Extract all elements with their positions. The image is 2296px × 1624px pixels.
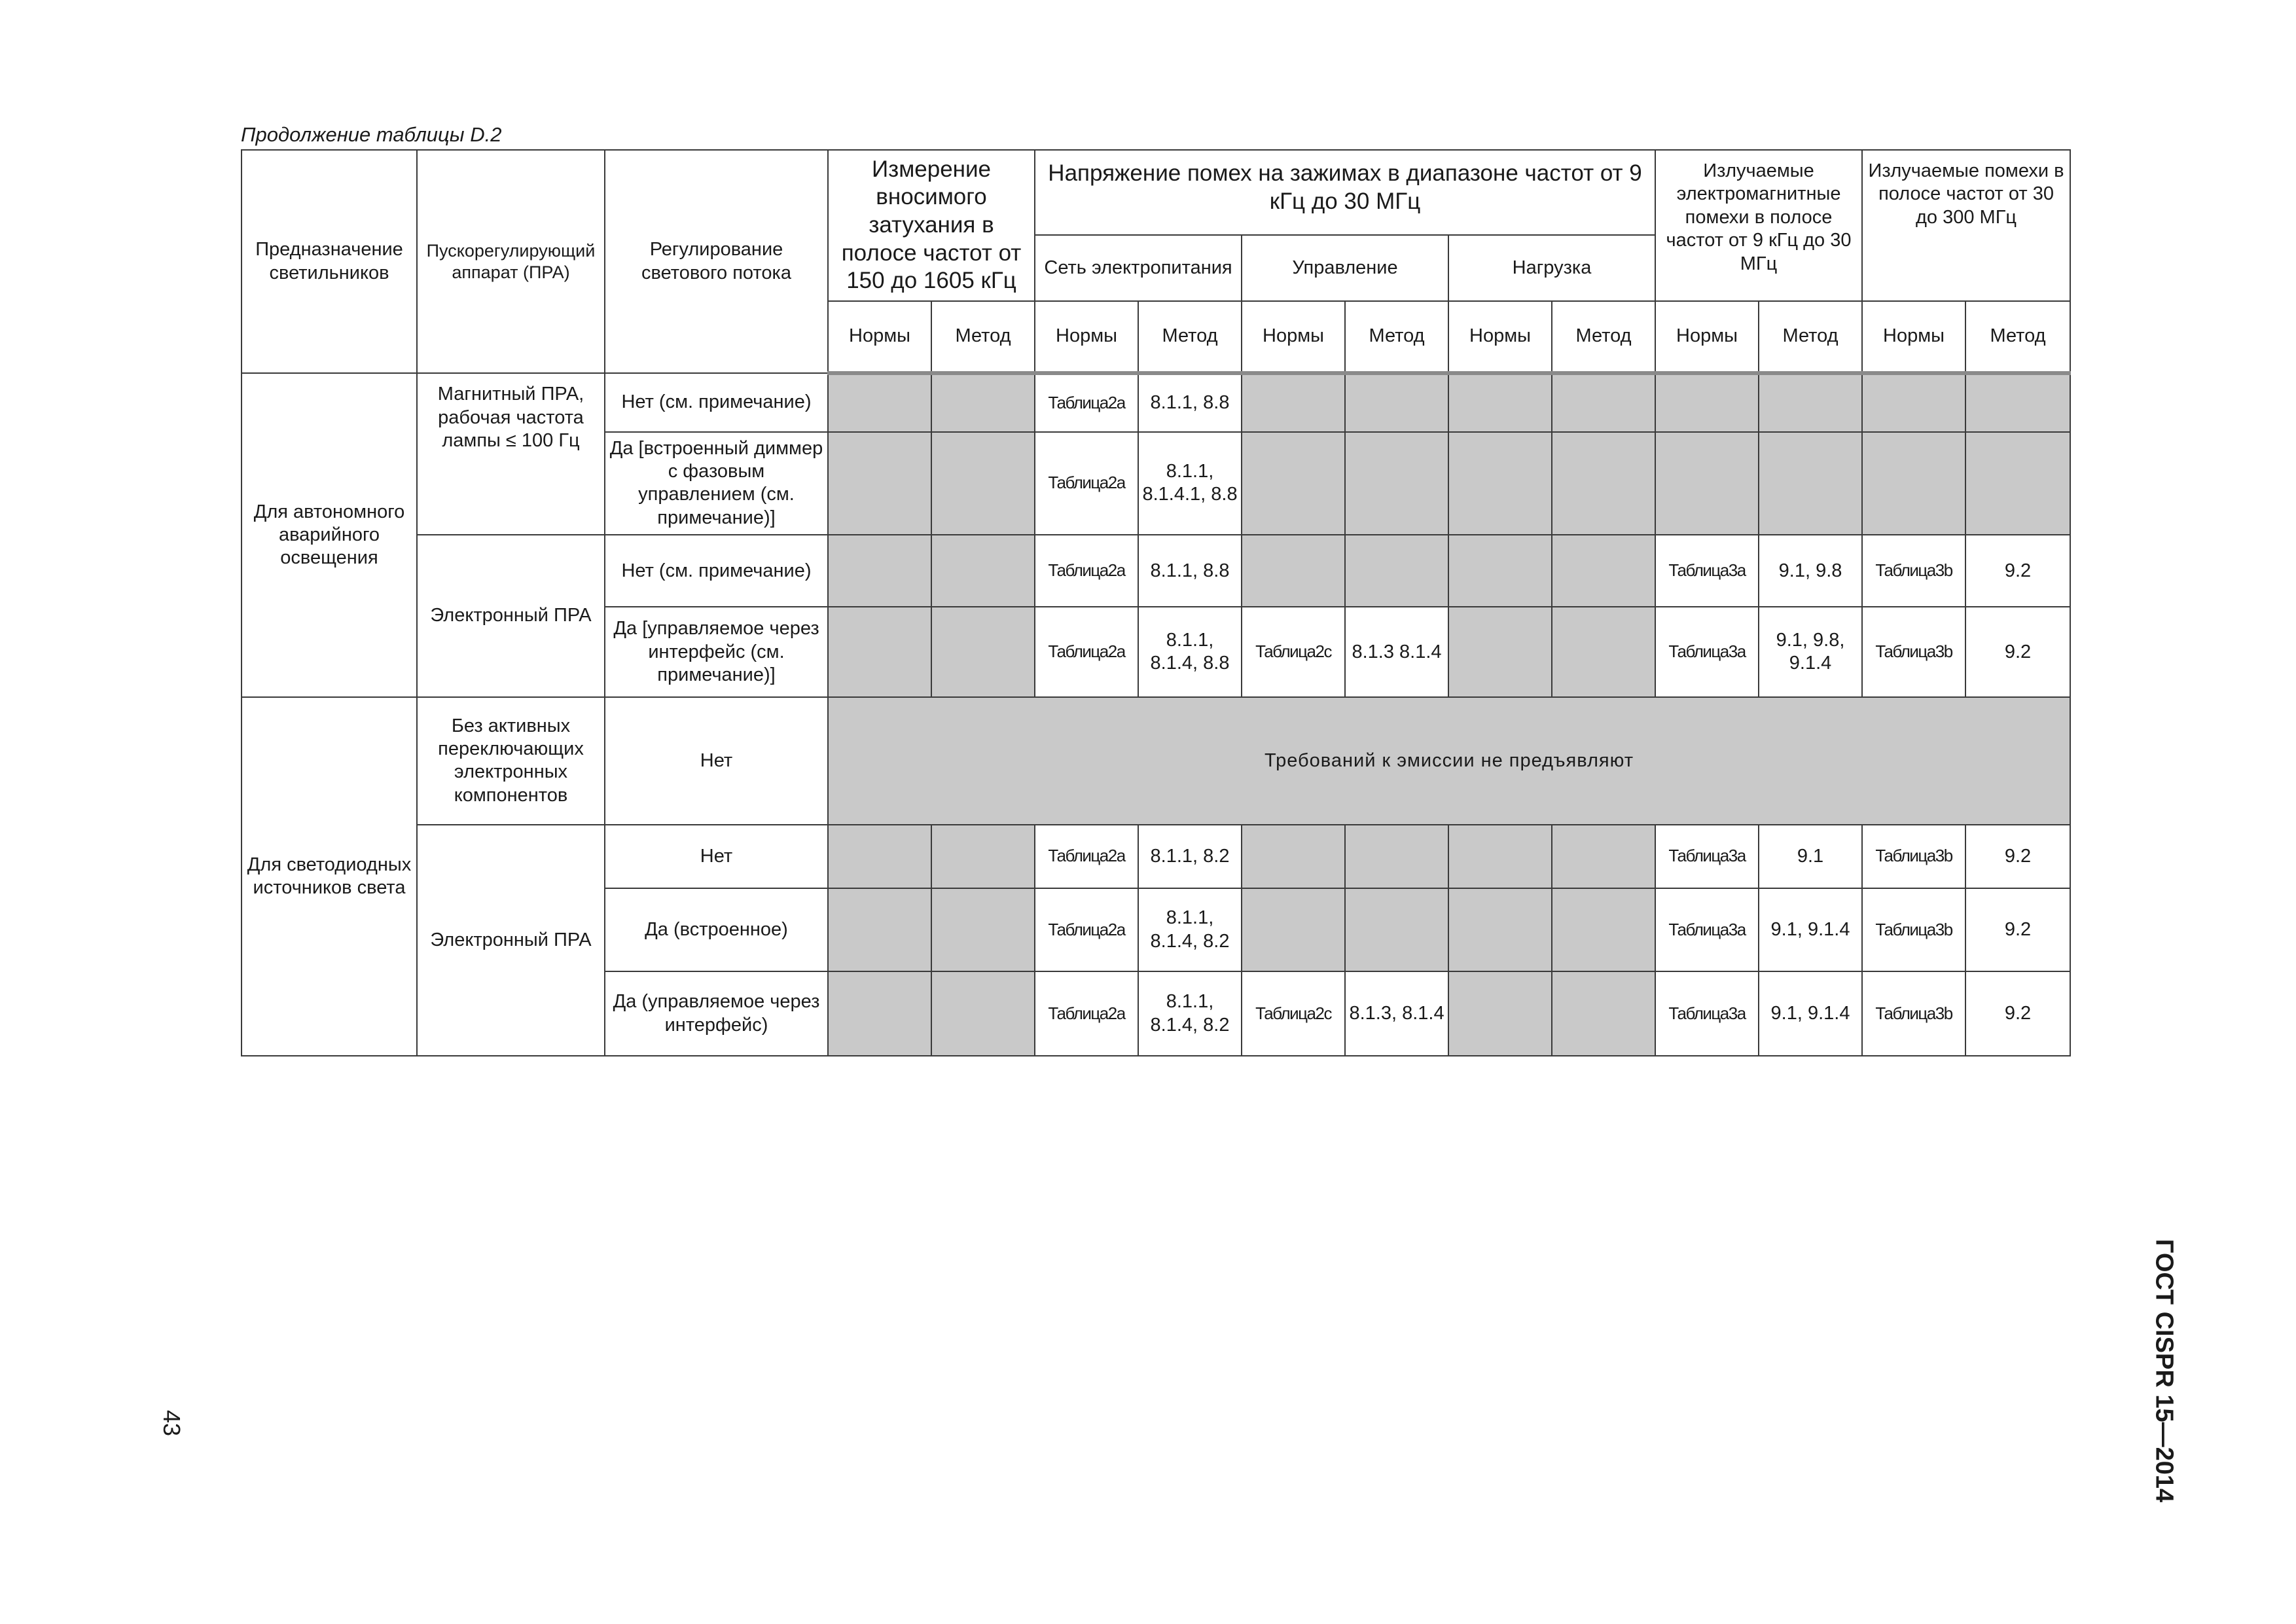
shaded-empty-cell (1345, 373, 1448, 431)
regulation-cell: Да [управляемое через интерфейс (см. примечание)] (605, 607, 828, 696)
mains-norm: Таблица2а (1035, 971, 1138, 1056)
radiated-method: 9.1, 9.1.4 (1759, 888, 1862, 971)
shaded-empty-cell (1965, 432, 2070, 535)
shaded-empty-cell (1552, 825, 1655, 888)
radiated-norm: Таблица3а (1655, 971, 1759, 1056)
table-row (242, 697, 2070, 825)
radiated30-norm: Таблица3b (1862, 607, 1965, 696)
standard-designation: ГОСТ CISPR 15—2014 (2150, 1238, 2178, 1503)
shaded-empty-cell (828, 825, 931, 888)
shaded-empty-cell (1448, 971, 1552, 1056)
control-norm: Таблица2с (1242, 971, 1345, 1056)
header-insertion-loss: Измерение вносимого затухания в полосе частот от 150 до 1605 кГц (828, 150, 1035, 301)
page-number: 43 (158, 1409, 185, 1437)
shaded-empty-cell (828, 373, 931, 431)
regulation-cell: Да [встроенный диммер с фазовым управлением (см. примечание)] (605, 432, 828, 535)
shaded-empty-cell (931, 535, 1035, 607)
table-row (242, 825, 2070, 888)
shaded-empty-cell (1345, 535, 1448, 607)
header-purpose: Предназначение светильников (242, 150, 417, 373)
ballast-passive: Без активных переключающих электронных компонентов (417, 697, 605, 825)
radiated30-norm: Таблица3b (1862, 971, 1965, 1056)
shaded-empty-cell (1242, 888, 1345, 971)
mains-method: 8.1.1, 8.2 (1138, 825, 1242, 888)
radiated30-method: 9.2 (1965, 888, 2070, 971)
header-norms: Нормы (1655, 301, 1759, 373)
shaded-empty-cell (1552, 432, 1655, 535)
shaded-empty-cell (1552, 888, 1655, 971)
radiated-norm: Таблица3а (1655, 825, 1759, 888)
shaded-empty-cell (1345, 432, 1448, 535)
shaded-empty-cell (931, 971, 1035, 1056)
header-radiated-em: Излучаемые электромагнитные помехи в полосе частот от 9 кГц до 30 МГц (1655, 150, 1862, 301)
mains-norm: Таблица2а (1035, 432, 1138, 535)
shaded-empty-cell (1552, 535, 1655, 607)
purpose-led: Для светодиодных источников света (242, 697, 417, 1056)
shaded-empty-cell (1552, 373, 1655, 431)
shaded-empty-cell (931, 432, 1035, 535)
radiated-method: 9.1, 9.1.4 (1759, 971, 1862, 1056)
shaded-empty-cell (931, 607, 1035, 696)
shaded-empty-cell (1448, 432, 1552, 535)
shaded-empty-cell (1448, 888, 1552, 971)
shaded-empty-cell (1655, 373, 1759, 431)
no-requirements-cell: Требований к эмиссии не предъявляют (828, 697, 2070, 825)
radiated30-method: 9.2 (1965, 535, 2070, 607)
regulation-cell: Нет (см. примечание) (605, 535, 828, 607)
header-load: Нагрузка (1448, 235, 1655, 300)
shaded-empty-cell (1862, 373, 1965, 431)
shaded-empty-cell (931, 825, 1035, 888)
shaded-empty-cell (828, 971, 931, 1056)
ballast-electronic: Электронный ПРА (417, 825, 605, 1056)
mains-method: 8.1.1, 8.1.4, 8.8 (1138, 607, 1242, 696)
header-ballast: Пускорегулирующий аппарат (ПРА) (417, 150, 605, 373)
shaded-empty-cell (1552, 607, 1655, 696)
header-norms: Нормы (1862, 301, 1965, 373)
table-row (242, 535, 2070, 607)
regulation-cell: Да (управляемое через интерфейс) (605, 971, 828, 1056)
header-method: Метод (1965, 301, 2070, 373)
header-radiated-30-300: Излучаемые помехи в полосе частот от 30 до 300 МГц (1862, 150, 2070, 301)
header-mains: Сеть электропитания (1035, 235, 1242, 300)
regulation-cell: Нет (см. примечание) (605, 373, 828, 431)
radiated-method: 9.1 (1759, 825, 1862, 888)
radiated30-norm: Таблица3b (1862, 535, 1965, 607)
radiated30-method: 9.2 (1965, 825, 2070, 888)
mains-method: 8.1.1, 8.8 (1138, 535, 1242, 607)
radiated-norm: Таблица3а (1655, 607, 1759, 696)
radiated30-norm: Таблица3b (1862, 888, 1965, 971)
purpose-emergency: Для автономного аварийного освещения (242, 373, 417, 697)
radiated30-method: 9.2 (1965, 607, 2070, 696)
mains-method: 8.1.1, 8.1.4, 8.2 (1138, 971, 1242, 1056)
regulation-cell: Нет (605, 825, 828, 888)
shaded-empty-cell (931, 888, 1035, 971)
radiated-method: 9.1, 9.8, 9.1.4 (1759, 607, 1862, 696)
shaded-empty-cell (1448, 825, 1552, 888)
shaded-empty-cell (1345, 825, 1448, 888)
header-norms: Нормы (828, 301, 931, 373)
header-method: Метод (1138, 301, 1242, 373)
mains-norm: Таблица2а (1035, 888, 1138, 971)
regulation-cell: Нет (605, 697, 828, 825)
header-method: Метод (1345, 301, 1448, 373)
mains-method: 8.1.1, 8.8 (1138, 373, 1242, 431)
emission-requirements-table (241, 149, 2071, 1056)
shaded-empty-cell (1759, 432, 1862, 535)
header-control: Управление (1242, 235, 1448, 300)
shaded-empty-cell (1655, 432, 1759, 535)
mains-norm: Таблица2а (1035, 607, 1138, 696)
table-caption: Продолжение таблицы D.2 (241, 123, 502, 146)
header-norms: Нормы (1035, 301, 1138, 373)
shaded-empty-cell (1242, 825, 1345, 888)
shaded-empty-cell (1242, 432, 1345, 535)
shaded-empty-cell (828, 432, 931, 535)
shaded-empty-cell (1552, 971, 1655, 1056)
radiated-norm: Таблица3а (1655, 888, 1759, 971)
shaded-empty-cell (931, 373, 1035, 431)
shaded-empty-cell (1345, 888, 1448, 971)
regulation-cell: Да (встроенное) (605, 888, 828, 971)
shaded-empty-cell (1965, 373, 2070, 431)
control-norm: Таблица2с (1242, 607, 1345, 696)
header-terminal-voltage: Напряжение помех на зажимах в диапазоне частот от 9 кГц до 30 МГц (1035, 150, 1655, 235)
mains-norm: Таблица2а (1035, 535, 1138, 607)
header-norms: Нормы (1448, 301, 1552, 373)
radiated-method: 9.1, 9.8 (1759, 535, 1862, 607)
shaded-empty-cell (1448, 373, 1552, 431)
control-method: 8.1.3 8.1.4 (1345, 607, 1448, 696)
ballast-electronic: Электронный ПРА (417, 535, 605, 697)
shaded-empty-cell (828, 888, 931, 971)
header-regulation: Регулирование светового потока (605, 150, 828, 373)
mains-norm: Таблица2а (1035, 825, 1138, 888)
mains-method: 8.1.1, 8.1.4, 8.2 (1138, 888, 1242, 971)
control-method: 8.1.3, 8.1.4 (1345, 971, 1448, 1056)
shaded-empty-cell (828, 535, 931, 607)
shaded-empty-cell (1759, 373, 1862, 431)
shaded-empty-cell (828, 607, 931, 696)
shaded-empty-cell (1862, 432, 1965, 535)
ballast-magnetic: Магнитный ПРА, рабочая частота лампы ≤ 100 Гц (417, 373, 605, 535)
header-method: Метод (931, 301, 1035, 373)
radiated30-method: 9.2 (1965, 971, 2070, 1056)
header-method: Метод (1552, 301, 1655, 373)
mains-norm: Таблица2а (1035, 373, 1138, 431)
radiated30-norm: Таблица3b (1862, 825, 1965, 888)
table-row (242, 373, 2070, 431)
mains-method: 8.1.1, 8.1.4.1, 8.8 (1138, 432, 1242, 535)
shaded-empty-cell (1448, 535, 1552, 607)
shaded-empty-cell (1448, 607, 1552, 696)
header-norms: Нормы (1242, 301, 1345, 373)
shaded-empty-cell (1242, 373, 1345, 431)
radiated-norm: Таблица3а (1655, 535, 1759, 607)
shaded-empty-cell (1242, 535, 1345, 607)
header-method: Метод (1759, 301, 1862, 373)
